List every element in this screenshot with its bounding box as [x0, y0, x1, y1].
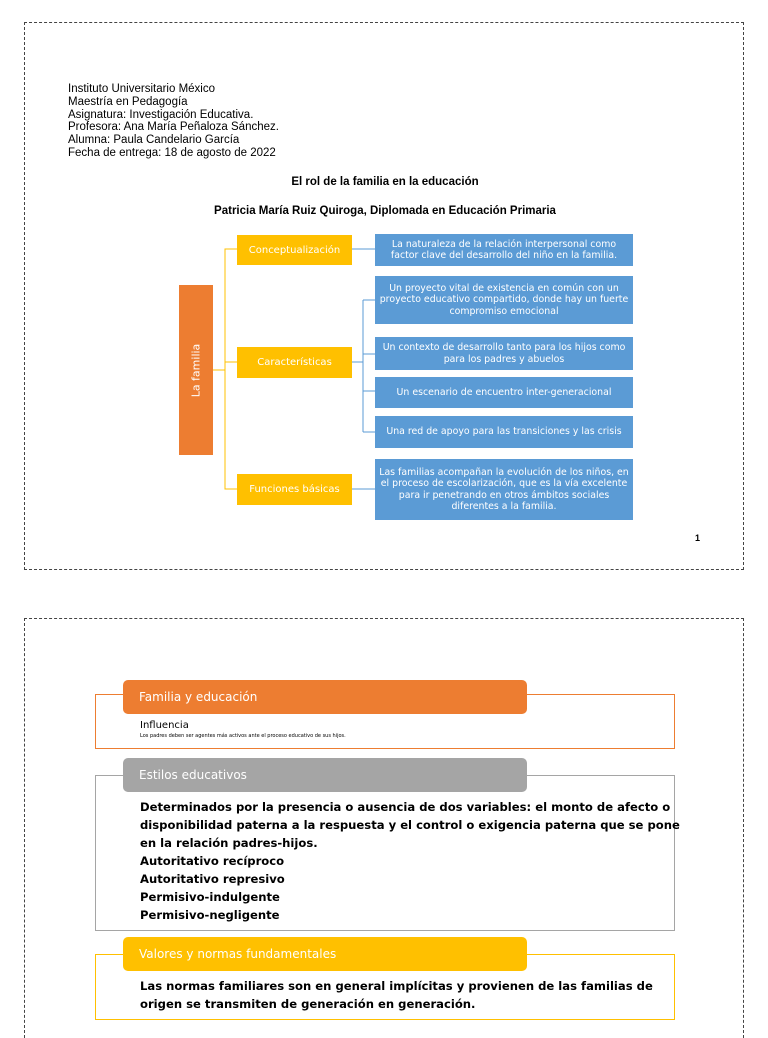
document-title: El rol de la familia en la educación [291, 176, 479, 188]
panel-2-line: Determinados por la presencia o ausencia de dos variables: el monto de afecto o [140, 800, 671, 814]
leaf-escenario-encuentro: Un escenario de encuentro inter-generacional [375, 377, 633, 408]
header-date: Fecha de entrega: 18 de agosto de 2022 [68, 146, 276, 159]
panel-2-style-3: Permisivo-indulgente [140, 890, 280, 904]
panel-2-style-4: Permisivo-negligente [140, 908, 280, 922]
panel-2-style-2: Autoritativo represivo [140, 872, 285, 886]
leaf-conceptualizacion: La naturaleza de la relación interpersonal como factor clave del desarrollo del niño en la familia. [375, 234, 633, 266]
panel-3-header: Valores y normas fundamentales [123, 937, 527, 971]
diagram-root-label: La familia [189, 343, 203, 397]
category-funciones-basicas: Funciones básicas [237, 474, 352, 505]
panel-2-line: en la relación padres-hijos. [140, 836, 318, 850]
page-2 [24, 618, 744, 1038]
header-institution: Instituto Universitario México [68, 83, 215, 95]
page-1 [24, 22, 744, 570]
header-student: Alumna: Paula Candelario García [68, 134, 240, 147]
panel-3-line: origen se transmiten de generación en generación. [140, 997, 476, 1011]
panel-1-text: Los padres deben ser agentes más activos ante el proceso educativo de sus hijos. [140, 733, 346, 739]
panel-2-style-1: Autoritativo recíproco [140, 854, 285, 868]
panel-1-subtitle: Influencia [140, 720, 189, 731]
panel-estilos-educativos [95, 775, 680, 931]
leaf-red-apoyo: Una red de apoyo para las transiciones y las crisis [375, 416, 633, 448]
panel-1-header: Familia y educación [123, 680, 527, 714]
leaf-funciones: Las familias acompañan la evolución de los niños, en el proceso de escolarización, que es la vía excelente para ir penetrando en otros ámbitos sociales diferentes a la familia. [375, 459, 633, 520]
panel-2-header: Estilos educativos [123, 758, 527, 792]
panel-3-line: Las normas familiares son en general implícitas y provienen de las familias de [140, 979, 653, 993]
leaf-contexto-desarrollo: Un contexto de desarrollo tanto para los hijos como para los padres y abuelos [375, 337, 633, 370]
category-conceptualizacion: Conceptualización [237, 235, 352, 265]
leaf-proyecto-vital: Un proyecto vital de existencia en común con un proyecto educativo compartido, donde hay un fuerte compromiso emocional [375, 276, 633, 324]
panel-2-line: disponibilidad paterna a la respuesta y el control o exigencia paterna que se pone [140, 818, 680, 832]
category-caracteristicas: Características [237, 347, 352, 378]
document-author: Patricia María Ruiz Quiroga, Diplomada en Educación Primaria [214, 205, 556, 217]
page-number: 1 [695, 533, 701, 543]
header-program: Maestría en Pedagogía [68, 95, 188, 108]
diagram-root-box [179, 285, 213, 455]
header-professor: Profesora: Ana María Peñaloza Sánchez. [68, 121, 279, 134]
header-subject: Asignatura: Investigación Educativa. [68, 108, 254, 121]
